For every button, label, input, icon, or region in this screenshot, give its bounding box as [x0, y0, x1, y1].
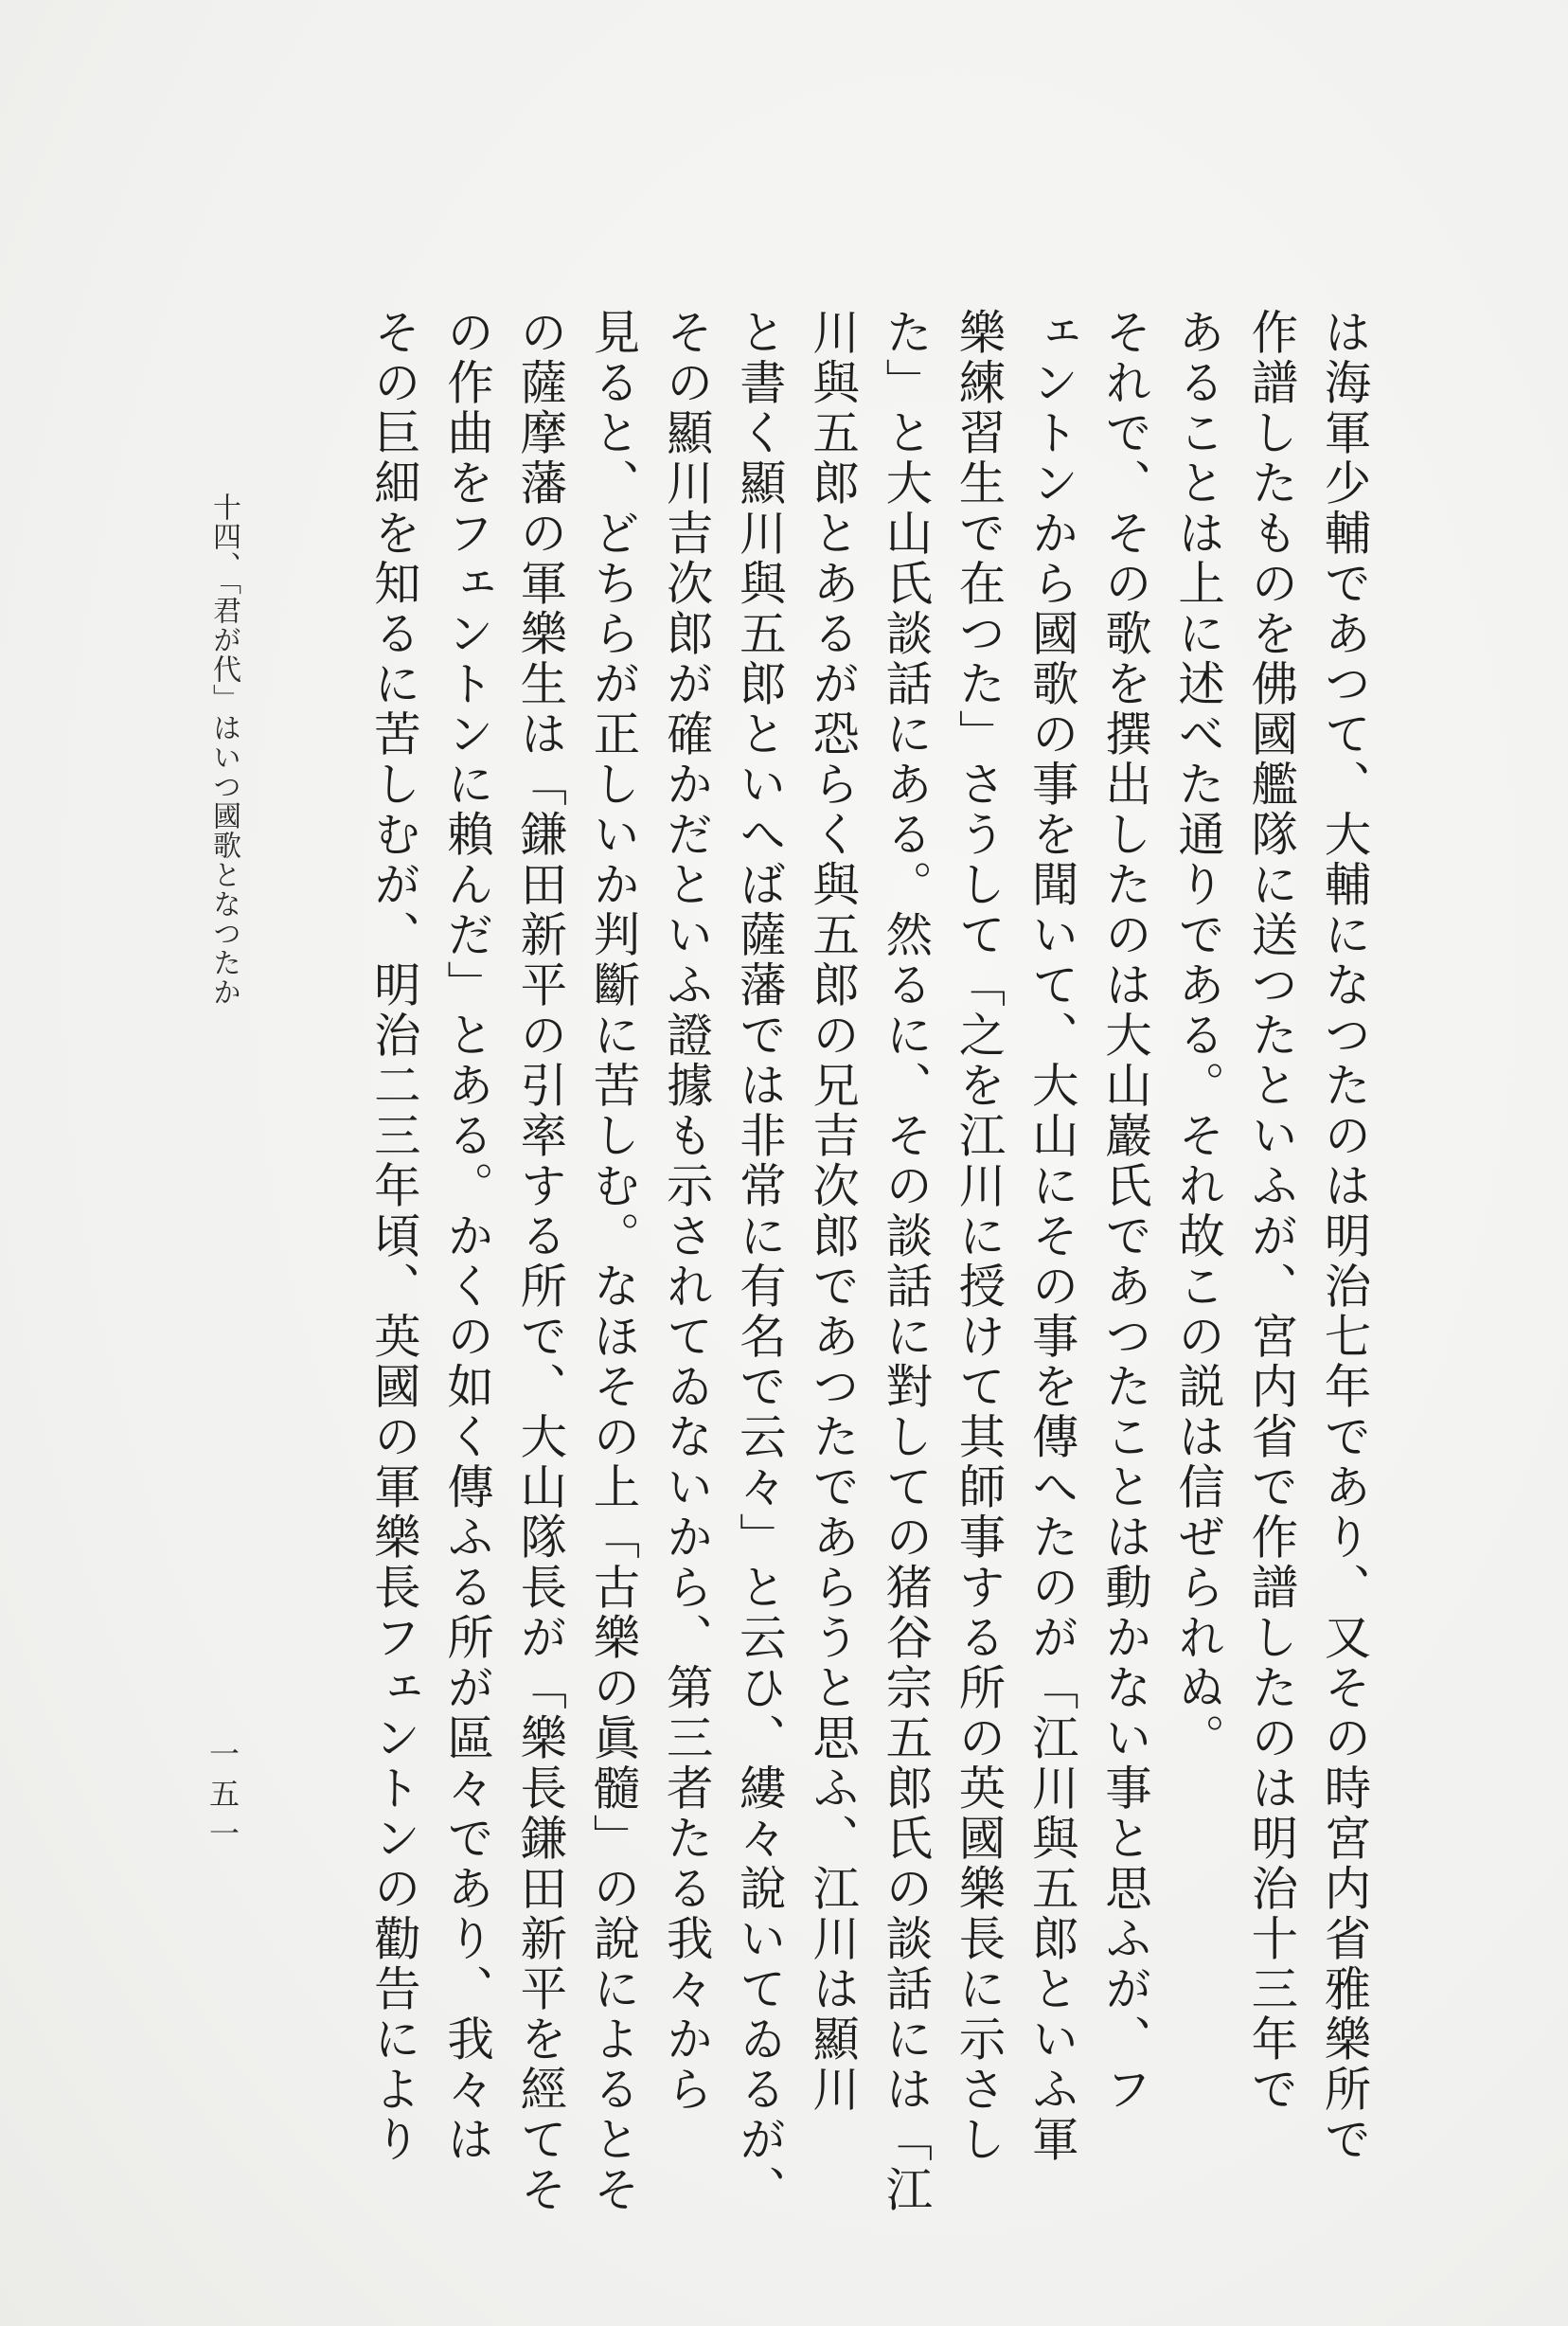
- running-head: 十四、「君が代」はいつ國歌となつたか: [207, 492, 241, 1007]
- text-line: と書く顯川與五郎といへば薩藩では非常に有名で云々」と云ひ、縷々說いてゐるが、: [732, 308, 788, 2215]
- text-line: の薩摩藩の軍樂生は「鎌田新平の引率する所で、大山隊長が「樂長鎌田新平を經てそ: [512, 308, 568, 2215]
- text-line: 作譜したものを佛國艦隊に送つたといふが、宮内省で作譜したのは明治十三年で: [1243, 308, 1299, 2115]
- text-line: ェントンから國歌の事を聞いて、大山にその事を傳へたのが「江川與五郎といふ軍: [1025, 308, 1080, 2165]
- text-line: は海軍少輔であつて、大輔になつたのは明治七年であり、又その時宮内省雅樂所で: [1317, 308, 1372, 2165]
- text-line: あることは上に述べた通りである。それ故この説は信ぜられぬ。: [1170, 308, 1226, 1763]
- text-line: 樂練習生で在つた」さうして「之を江川に授けて其師事する所の英國樂長に示さし: [951, 308, 1007, 2165]
- text-line: その顯川吉次郎が確かだといふ證據も示されてゐないから、第三者たる我々から: [659, 308, 715, 2115]
- text-line: た」と大山氏談話にある。然るに、その談話に對しての猪谷宗五郎氏の談話には「江: [878, 308, 934, 2215]
- text-line: その巨細を知るに苦しむが、明治二三年頃、英國の軍樂長フェントンの勸告により: [366, 308, 422, 2165]
- text-line: 川與五郎とあるが恐らく與五郎の兄吉次郎であつたであらうと思ふ、江川は顯川: [805, 308, 861, 2115]
- page-number: 一五一: [205, 1738, 241, 1857]
- body-text: [357, 308, 1381, 2215]
- text-line: 見ると、どちらが正しいか判斷に苦しむ。なほその上「古樂の眞髓」の說によるとそ: [585, 308, 641, 2215]
- text-line: の作曲をフェントンに賴んだ」とある。かくの如く傳ふる所が區々であり、我々は: [439, 308, 495, 2165]
- text-line: それで、その歌を撰出したのは大山巖氏であつたことは動かない事と思ふが、フ: [1097, 308, 1153, 2115]
